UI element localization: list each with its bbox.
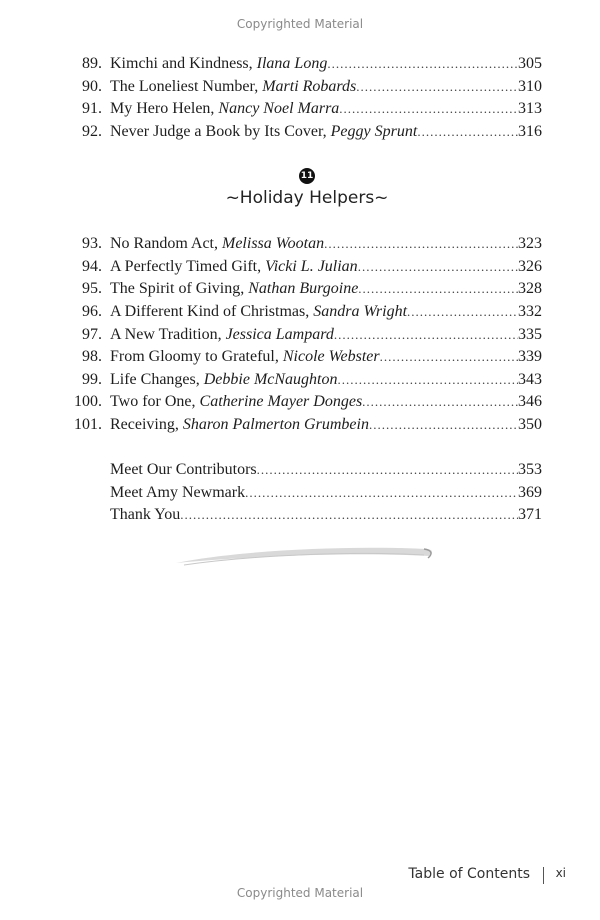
page-number: 323: [518, 235, 542, 252]
copyright-watermark-bottom: Copyrighted Material: [236, 886, 364, 900]
story-title: Receiving,: [110, 416, 183, 433]
page-footer: [380, 866, 566, 886]
author-name: Jessica Lampard: [225, 326, 334, 343]
author-name: Nicole Webster: [282, 348, 380, 365]
dot-leader: [334, 324, 518, 346]
dot-leader: [338, 369, 519, 391]
author-name: Debbie McNaughton: [203, 371, 338, 388]
page-number: 350: [518, 416, 542, 433]
dot-leader: [358, 256, 518, 278]
page-number: 316: [518, 123, 542, 140]
entry-number: 97.: [82, 326, 102, 343]
toc-entry: [66, 76, 542, 98]
dot-leader: [324, 233, 518, 255]
toc-entry: [66, 233, 542, 255]
author-name: Nathan Burgoine: [248, 280, 359, 297]
entry-title: [110, 98, 339, 120]
section-title: ~Holiday Helpers~: [225, 188, 389, 208]
toc-entry: [66, 256, 542, 278]
story-title: No Random Act,: [110, 235, 222, 252]
dot-leader: [417, 121, 518, 143]
toc-entry: [66, 98, 542, 120]
entry-number: 91.: [82, 100, 102, 117]
story-title: The Spirit of Giving,: [110, 280, 249, 297]
author-name: Sandra Wright: [313, 303, 408, 320]
entry-title: Thank You: [110, 506, 181, 523]
entry-number: 101.: [74, 416, 102, 433]
entry-number: 98.: [82, 348, 102, 365]
dot-leader: [339, 98, 518, 120]
dot-leader: [407, 301, 518, 323]
author-name: Sharon Palmerton Grumbein: [182, 416, 369, 433]
running-footer-title: Table of Contents: [408, 866, 530, 882]
author-name: Melissa Wootan: [222, 235, 325, 252]
story-title: Never Judge a Book by Its Cover,: [110, 123, 331, 140]
dot-leader: [180, 504, 518, 526]
page-number: 326: [518, 258, 542, 275]
entry-title: [110, 278, 358, 300]
page-number: 371: [518, 506, 542, 523]
story-title: Kimchi and Kindness,: [110, 55, 257, 72]
page-number: 313: [518, 100, 542, 117]
page-number: 328: [518, 280, 542, 297]
toc-entry: [66, 278, 542, 300]
page-number: 353: [518, 461, 542, 478]
entry-title: [110, 53, 327, 75]
dot-leader: [327, 53, 518, 75]
entry-number: 94.: [82, 258, 102, 275]
page-number: 369: [518, 484, 542, 501]
dot-leader: [380, 346, 518, 368]
entry-title: [110, 76, 356, 98]
entry-title: [110, 301, 407, 323]
author-name: Marti Robards: [262, 78, 357, 95]
footer-page-number: xi: [555, 866, 566, 880]
dot-leader: [369, 414, 518, 436]
entry-number: 96.: [82, 303, 102, 320]
entry-title: [110, 256, 358, 278]
story-title: A Perfectly Timed Gift,: [110, 258, 266, 275]
toc-entry: [66, 391, 542, 413]
toc-back-matter-entry: [66, 504, 542, 526]
author-name: Nancy Noel Marra: [218, 100, 340, 117]
entry-title: [110, 233, 324, 255]
entry-title: [110, 324, 334, 346]
story-title: A New Tradition,: [110, 326, 226, 343]
entry-number: 100.: [74, 393, 102, 410]
entry-number: 95.: [82, 280, 102, 297]
author-name: Peggy Sprunt: [330, 123, 418, 140]
entry-number: 93.: [82, 235, 102, 252]
toc-entry: [66, 414, 542, 436]
story-title: My Hero Helen,: [110, 100, 219, 117]
entry-number: 89.: [82, 55, 102, 72]
toc-entry: [66, 301, 542, 323]
toc-back-matter-entry: [66, 459, 542, 481]
entry-number: 90.: [82, 78, 102, 95]
story-title: Life Changes,: [110, 371, 204, 388]
page-number: 310: [518, 78, 542, 95]
page-number: 343: [518, 371, 542, 388]
story-title: From Gloomy to Grateful,: [110, 348, 283, 365]
section-number-badge: 11: [299, 168, 315, 184]
toc-entry: [66, 121, 542, 143]
entry-title: [110, 346, 380, 368]
toc-entry: [66, 53, 542, 75]
story-title: The Loneliest Number,: [110, 78, 263, 95]
footer-divider: [543, 867, 544, 884]
page-number: 305: [518, 55, 542, 72]
page-number: 339: [518, 348, 542, 365]
page-number: 335: [518, 326, 542, 343]
author-name: Vicki L. Julian: [265, 258, 358, 275]
toc-entry: [66, 324, 542, 346]
dot-leader: [362, 391, 518, 413]
author-name: Catherine Mayer Donges: [199, 393, 363, 410]
dot-leader: [245, 482, 518, 504]
toc-back-matter-entry: [66, 482, 542, 504]
dot-leader: [257, 459, 518, 481]
page-number: 332: [518, 303, 542, 320]
entry-title: Meet Amy Newmark: [110, 484, 246, 501]
brush-stroke-divider: [174, 539, 436, 571]
entry-title: [110, 121, 417, 143]
entry-title: [110, 369, 338, 391]
entry-title: [110, 414, 369, 436]
entry-title: [110, 391, 362, 413]
dot-leader: [356, 76, 518, 98]
entry-title: Meet Our Contributors: [110, 461, 257, 478]
entry-number: 92.: [82, 123, 102, 140]
page-number: 346: [518, 393, 542, 410]
toc-entry: [66, 369, 542, 391]
entry-number: 99.: [82, 371, 102, 388]
dot-leader: [358, 278, 518, 300]
copyright-watermark-top: Copyrighted Material: [236, 17, 364, 31]
author-name: Ilana Long: [256, 55, 328, 72]
toc-entry: [66, 346, 542, 368]
story-title: Two for One,: [110, 393, 200, 410]
story-title: A Different Kind of Christmas,: [110, 303, 314, 320]
